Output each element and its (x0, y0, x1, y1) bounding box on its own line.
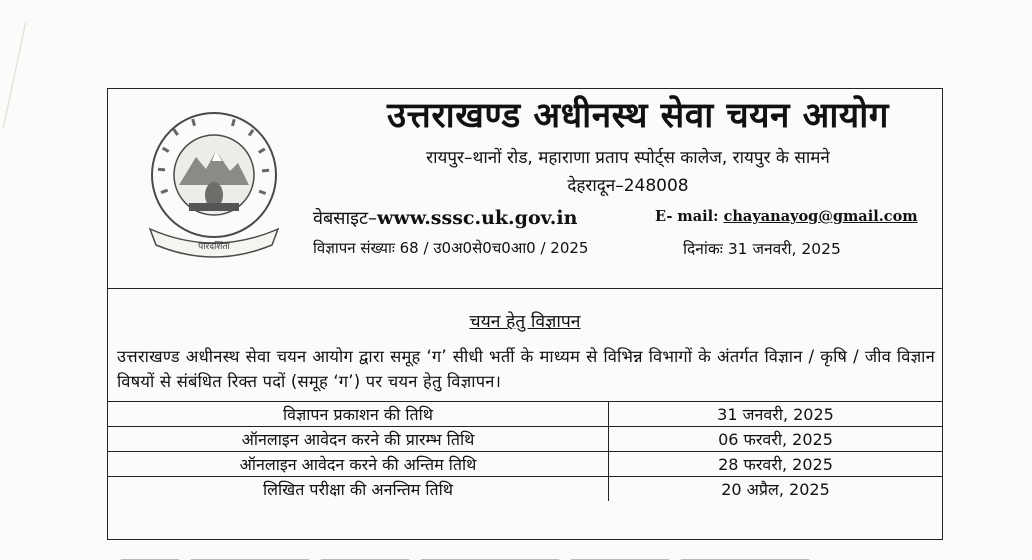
email-label: E- mail: (655, 208, 719, 225)
website-label: वेबसाइट– (313, 208, 378, 229)
advertisement-document (107, 88, 943, 540)
date-label: ऑनलाइन आवेदन करने की अन्तिम तिथि (108, 452, 609, 477)
table-row (108, 427, 942, 452)
email (655, 208, 918, 225)
table-row (108, 452, 942, 477)
website (313, 206, 577, 230)
date-label: लिखित परीक्षा की अनन्तिम तिथि (108, 477, 609, 502)
table-row (108, 477, 942, 502)
cut-off-next-line (120, 548, 940, 560)
website-link[interactable]: www.sssc.uk.gov.in (377, 207, 578, 229)
date-label: विज्ञापन प्रकाशन की तिथि (108, 402, 609, 427)
address-line-2: देहरादून–248008 (567, 176, 689, 196)
commission-emblem-logo (144, 107, 284, 262)
email-link[interactable]: chayanayog@gmail.com (723, 208, 918, 225)
advertisement-intro: उत्तराखण्ड अधीनस्थ सेवा चयन आयोग द्वारा समूह ‘ग’ सीधी भर्ती के माध्यम से विभिन्न विभागों के अंतर्गत विज्ञान / कृषि / जीव विज्ञान विषयों से संबंधित रिक्त पदों (समूह ‘ग’) पर चयन हेतु विज्ञापन। (117, 347, 935, 391)
date-label: ऑनलाइन आवेदन करने की प्रारम्भ तिथि (108, 427, 609, 452)
section-title: चयन हेतु विज्ञापन (469, 312, 581, 332)
date-value: 31 जनवरी, 2025 (609, 402, 943, 427)
date-value: 06 फरवरी, 2025 (609, 427, 943, 452)
organization-title: उत्तराखण्ड अधीनस्थ सेवा चयन आयोग (387, 95, 889, 136)
emblem-ribbon-text: पारदर्शिता (198, 242, 230, 252)
advertisement-date: दिनांकः 31 जनवरी, 2025 (683, 240, 841, 258)
advertisement-number: विज्ञापन संख्याः 68 / उ0अ0से0च0आ0 / 2025 (313, 239, 589, 257)
date-value: 20 अप्रैल, 2025 (609, 477, 943, 502)
important-dates-table (108, 401, 942, 501)
scan-artifact (3, 21, 27, 129)
date-value: 28 फरवरी, 2025 (609, 452, 943, 477)
letterhead (108, 89, 942, 289)
table-row (108, 402, 942, 427)
address-line-1: रायपुर–थानों रोड, महाराणा प्रताप स्पोर्ट्स कालेज, रायपुर के सामने (426, 148, 830, 168)
